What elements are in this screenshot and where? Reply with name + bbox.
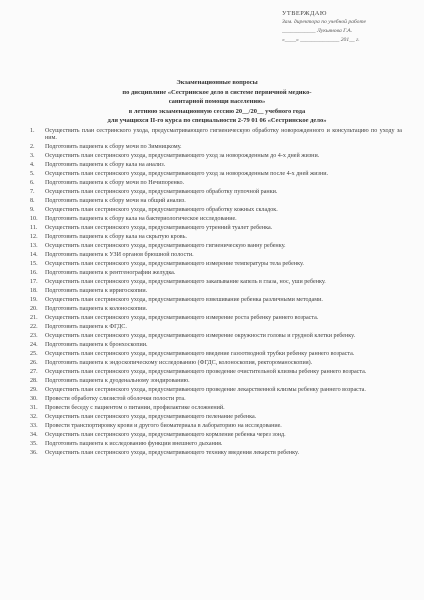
- question-number: 10.: [30, 216, 38, 223]
- question-text: Осуществить план сестринского ухода, предусматривающего измерение температуры тела ребенку.: [45, 261, 304, 268]
- question-number: 3.: [30, 153, 35, 160]
- question-number: 24.: [30, 341, 38, 348]
- approval-block: [282, 9, 414, 45]
- question-item: [30, 297, 402, 304]
- question-item: [30, 216, 402, 223]
- question-text: Подготовить пациента к сбору кала на бактериологическое исследование.: [45, 216, 237, 223]
- question-item: [30, 171, 402, 178]
- question-item: [30, 243, 402, 250]
- question-number: 14.: [30, 252, 38, 259]
- question-text: Подготовить пациента к эндоскопическому исследованию (ФГДС, колоноскопия, ректороманоскопия).: [45, 359, 313, 366]
- question-number: 5.: [30, 171, 35, 178]
- question-item: [30, 315, 402, 322]
- question-number: 26.: [30, 359, 38, 366]
- question-text: Подготовить пациента к сбору мочи на общий анализ.: [45, 198, 186, 205]
- question-item: [30, 423, 402, 430]
- question-item: [30, 405, 402, 412]
- question-text: Подготовить пациента к сбору мочи по Зимницкому.: [45, 144, 182, 151]
- question-item: [30, 252, 402, 259]
- question-text: Подготовить пациента к сбору мочи по Нечипоренко.: [45, 180, 185, 187]
- question-text: Осуществить план сестринского ухода, предусматривающего утренний туалет ребенка.: [45, 225, 273, 232]
- question-text: Подготовить пациента к ирригоскопии.: [45, 288, 148, 295]
- question-list: [30, 128, 402, 459]
- question-text: Провести транспортировку крови и другого биоматериала в лабораторию на исследование.: [45, 422, 282, 429]
- question-number: 4.: [30, 162, 35, 169]
- question-text: Подготовить пациента к рентгенографии желудка.: [45, 270, 176, 277]
- question-text: Осуществить план сестринского ухода, предусматривающего гигиеническую ванну ребенку.: [45, 243, 286, 250]
- question-text: Подготовить пациента к исследованию функции внешнего дыхания.: [45, 440, 223, 447]
- question-number: 11.: [30, 225, 38, 232]
- question-item: [30, 180, 402, 187]
- question-text: Подготовить пациента к ФГДС.: [45, 323, 127, 330]
- question-text: Осуществить план сестринского ухода, предусматривающего кормление ребенка через зонд.: [45, 431, 286, 438]
- question-item: [30, 279, 402, 286]
- question-number: 12.: [30, 234, 38, 241]
- question-text: Осуществить план сестринского ухода, предусматривающего измерение роста ребенку раннего возраста.: [45, 314, 319, 321]
- question-item: [30, 369, 402, 376]
- question-item: [30, 378, 402, 385]
- question-item: [30, 153, 402, 160]
- question-item: [30, 261, 402, 268]
- title-line: для учащихся II-го курса по специальности 2-79 01 06 «Сестринское дело»: [107, 117, 327, 125]
- approval-signature: ____________ Лукьянова Г.А.: [282, 28, 353, 34]
- question-number: 29.: [30, 386, 38, 393]
- question-text: Осуществить план сестринского ухода, предусматривающего пеленание ребенка.: [45, 413, 257, 420]
- question-item: [30, 234, 402, 241]
- question-number: 9.: [30, 207, 35, 214]
- question-number: 32.: [30, 413, 38, 420]
- question-item: [30, 288, 402, 295]
- question-text: Осуществить план сестринского ухода, предусматривающего взвешивание ребенка различными методами.: [45, 297, 323, 304]
- question-text: Осуществить план сестринского ухода, предусматривающего обработку кожных складок.: [45, 207, 278, 214]
- question-item: [30, 396, 402, 403]
- question-number: 8.: [30, 198, 35, 205]
- question-text: Осуществить план сестринского ухода, предусматривающего уход за новорожденным до 4-х дней жизни.: [45, 153, 320, 160]
- question-item: [30, 270, 402, 277]
- question-number: 35.: [30, 440, 38, 447]
- question-number: 36.: [30, 449, 38, 456]
- question-number: 25.: [30, 350, 38, 357]
- question-text: Осуществить план сестринского ухода, предусматривающего уход за новорожденным после 4-х дней жизни.: [45, 171, 328, 178]
- approval-position: Зам. директора по учебной работе: [282, 19, 366, 25]
- question-item: [30, 189, 402, 196]
- approval-date: «____» ______________ 201__ г.: [282, 37, 360, 43]
- question-item: [30, 342, 402, 349]
- question-item: [30, 387, 402, 394]
- question-text: Осуществить план сестринского ухода, предусматривающего измерение окружности головы и грудной клетки ребенку.: [45, 332, 356, 339]
- question-number: 16.: [30, 270, 38, 277]
- question-number: 23.: [30, 332, 38, 339]
- question-text: Подготовить пациента к сбору кала на анализ.: [45, 162, 166, 169]
- question-number: 27.: [30, 368, 38, 375]
- question-item: [30, 432, 402, 439]
- question-text: Подготовить пациента к дуоденальному зондированию.: [45, 377, 190, 384]
- question-number: 20.: [30, 306, 38, 312]
- question-number: 18.: [30, 288, 38, 295]
- title-line: санитарной помощи населению»: [168, 98, 266, 106]
- question-text: Подготовить пациента к сбору кала на скрытую кровь.: [45, 234, 187, 241]
- question-text: Осуществить план сестринского ухода, предусматривающего проведение очистительной клизмы ребенку раннего возраста.: [45, 368, 367, 375]
- question-number: 33.: [30, 422, 38, 429]
- question-number: 13.: [30, 243, 38, 250]
- question-item: [30, 441, 402, 448]
- question-text: Осуществить план сестринского ухода, предусматривающего обработку пупочной ранки.: [45, 189, 278, 196]
- question-text: Осуществить план сестринского ухода, предусматривающего проведение лекарственной клизмы ребенку раннего возраста.: [45, 386, 366, 393]
- question-number: 19.: [30, 297, 38, 304]
- question-item: [30, 225, 402, 232]
- question-number: 7.: [30, 189, 35, 196]
- question-number: 30.: [30, 395, 38, 402]
- question-number: 2.: [30, 144, 35, 151]
- question-item: [30, 198, 402, 205]
- question-item: [30, 128, 402, 143]
- question-text: Осуществить план сестринского ухода, предусматривающего закапывание капель в глаза, нос, уши ребенку.: [45, 279, 326, 286]
- question-item: [30, 360, 402, 367]
- question-item: [30, 207, 402, 214]
- question-number: 21.: [30, 314, 38, 321]
- question-number: 34.: [30, 431, 38, 438]
- question-number: 1.: [30, 128, 35, 134]
- question-text: Осуществить план сестринского ухода, предусматривающего введение газоотводной трубки ребенку раннего возраста.: [45, 350, 355, 357]
- question-number: 31.: [30, 404, 38, 411]
- question-number: 15.: [30, 261, 38, 268]
- approval-heading: УТВЕРЖДАЮ: [282, 10, 327, 17]
- question-text: Провести беседу с пациентом о питании, профилактике осложнений.: [45, 404, 225, 411]
- question-item: [30, 306, 402, 313]
- title-line: по дисциплине «Сестринское дело в системе первичной медико-: [122, 88, 312, 96]
- question-item: [30, 351, 402, 358]
- question-number: 22.: [30, 323, 38, 330]
- title-line: Экзаменационные вопросы: [176, 79, 258, 86]
- question-text: Подготовить пациента к УЗИ органов брюшной полости.: [45, 252, 194, 259]
- question-item: [30, 414, 402, 421]
- question-item: [30, 450, 402, 457]
- question-number: 6.: [30, 180, 35, 187]
- question-text: Осуществить план сестринского ухода, предусматривающего технику введения лекарств ребенку.: [45, 449, 299, 456]
- question-text: Осуществить план сестринского ухода, предусматривающего гигиеническую обработку новорожденного и консультацию по уходу за ним.: [45, 128, 402, 142]
- question-item: [30, 333, 402, 340]
- question-item: [30, 144, 402, 151]
- question-text: Подготовить пациента к колоноскопии.: [45, 306, 148, 312]
- question-number: 17.: [30, 279, 38, 286]
- question-item: [30, 324, 402, 331]
- question-text: Провести обработку слизистой оболочки полости рта.: [45, 395, 186, 402]
- title-line: в летнюю экзаменационную сессию 20__/20__ учебного года: [128, 107, 306, 115]
- document-title: [64, 78, 370, 126]
- question-item: [30, 162, 402, 169]
- question-number: 28.: [30, 377, 38, 384]
- question-text: Подготовить пациента к бронхоскопии.: [45, 341, 148, 348]
